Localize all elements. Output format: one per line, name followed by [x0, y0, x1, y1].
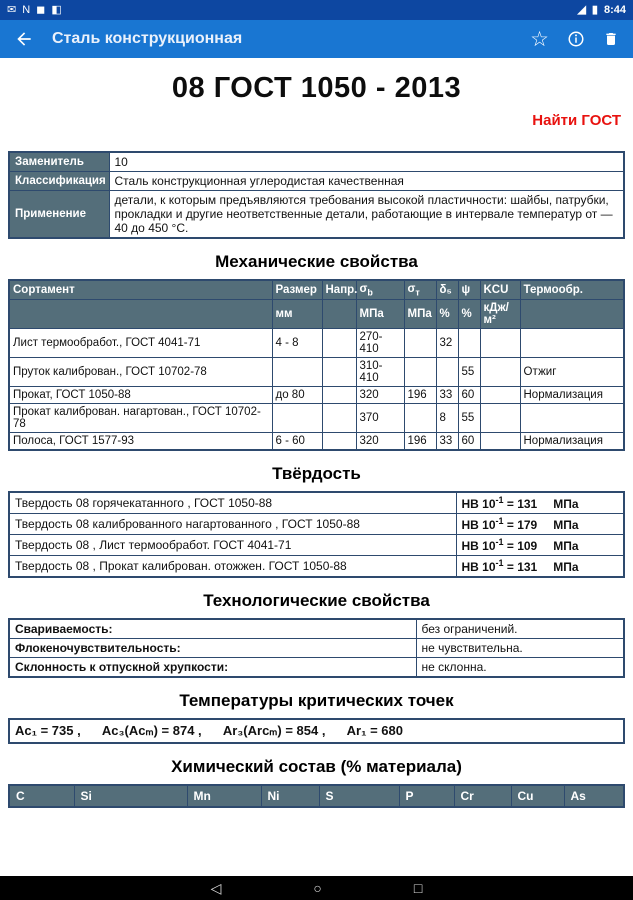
info-button[interactable] [567, 30, 585, 48]
mech-unit [322, 300, 356, 329]
app-title: Сталь конструкционная [52, 30, 243, 47]
mech-cell [322, 404, 356, 433]
mech-cell [436, 358, 458, 387]
sigma-t-sub: т [415, 287, 420, 298]
table-row [9, 619, 624, 639]
mech-cell: Нормализация [520, 387, 624, 404]
mech-header-termoobr: Термообр. [520, 280, 624, 300]
table-row [9, 300, 624, 329]
hb-unit: МПа [553, 560, 579, 575]
hardness-label: Твердость 08 горячекатанного , ГОСТ 1050-88 [9, 492, 456, 514]
status-icons-right [577, 4, 626, 16]
mech-header-delta5: δ₅ [436, 280, 458, 300]
battery-icon: ▮ [591, 3, 598, 16]
mech-cell: 33 [436, 433, 458, 451]
nav-recents-button[interactable] [414, 881, 422, 895]
square-recents-icon: □ [413, 880, 423, 896]
tech-value-temper-brittleness: не склонна. [416, 658, 624, 678]
mech-cell: 310-410 [356, 358, 404, 387]
hardness-value [456, 535, 624, 556]
info-value-klassifikaciya: Сталь конструкционная углеродистая качественная [109, 172, 624, 191]
app-bar [0, 20, 633, 58]
mech-cell [322, 358, 356, 387]
content-area [0, 72, 633, 808]
mech-header-napr: Напр. [322, 280, 356, 300]
mech-cell: 320 [356, 433, 404, 451]
mech-cell [480, 358, 520, 387]
mech-header-kcu: KCU [480, 280, 520, 300]
table-row [9, 658, 624, 678]
chem-header-mn: Mn [187, 785, 261, 807]
hb-result: = 131 [503, 560, 538, 575]
chem-header-as: As [564, 785, 624, 807]
table-row [9, 535, 624, 556]
mech-header-sigma-t [404, 280, 436, 300]
mech-cell [520, 329, 624, 358]
hardness-value [456, 492, 624, 514]
table-row [9, 492, 624, 514]
critical-temps-table [8, 718, 625, 744]
android-nav-bar [0, 876, 633, 900]
table-row [9, 785, 624, 807]
tech-label-weldability: Свариваемость: [9, 619, 416, 639]
mech-cell: 60 [458, 387, 480, 404]
mech-row-label: Прокат калиброван. нагартован., ГОСТ 10702-78 [9, 404, 272, 433]
hardness-table [8, 491, 625, 578]
info-icon [567, 30, 585, 48]
status-time: 8:44 [603, 4, 626, 16]
hb-prefix: HB 10 [461, 497, 496, 512]
info-table [8, 151, 625, 239]
trash-icon [603, 30, 619, 48]
mech-cell [404, 404, 436, 433]
chem-header-si: Si [74, 785, 187, 807]
hb-unit: МПа [553, 518, 579, 533]
mech-unit-kdj: кДж/м² [480, 300, 520, 329]
mech-cell: 60 [458, 433, 480, 451]
mechanical-table [8, 279, 625, 451]
hb-unit: МПа [553, 539, 579, 554]
chem-header-s: S [319, 785, 399, 807]
tech-table [8, 618, 625, 678]
mech-header-size: Размер [272, 280, 322, 300]
section-title-chemical: Химический состав (% материала) [171, 757, 462, 777]
section-title-hardness: Твёрдость [272, 464, 361, 484]
table-row [9, 404, 624, 433]
delete-button[interactable] [603, 30, 619, 48]
tech-label-temper-brittleness: Склонность к отпускной хрупкости: [9, 658, 416, 678]
hb-prefix: HB 10 [461, 539, 496, 554]
chem-header-cu: Cu [511, 785, 564, 807]
mech-cell: 55 [458, 404, 480, 433]
table-row [9, 172, 624, 191]
hb-result: = 131 [503, 497, 538, 512]
nfc-icon: N [22, 3, 31, 16]
mech-cell [272, 404, 322, 433]
page-title: 08 ГОСТ 1050 - 2013 [171, 72, 462, 104]
section-title-mechanical: Механические свойства [215, 252, 418, 271]
table-row [9, 514, 624, 535]
mech-unit [520, 300, 624, 329]
mech-header-sortament: Сортамент [9, 280, 272, 300]
nav-home-button[interactable] [313, 881, 321, 895]
tech-value-flake: не чувствительна. [416, 639, 624, 658]
hardness-label: Твердость 08 , Прокат калиброван. отожжен. ГОСТ 1050-88 [9, 556, 456, 578]
arrow-back-icon [14, 29, 34, 49]
mech-cell: 6 - 60 [272, 433, 322, 451]
star-icon: ☆ [530, 27, 549, 51]
hb-exponent: -1 [495, 558, 504, 569]
storage-icon: ◼ [36, 3, 46, 16]
table-row [9, 556, 624, 578]
mech-cell [322, 433, 356, 451]
table-row [9, 358, 624, 387]
table-row [9, 280, 624, 300]
mech-cell: 8 [436, 404, 458, 433]
mech-cell [480, 404, 520, 433]
mech-unit-mpa: МПа [404, 300, 436, 329]
mech-cell [520, 404, 624, 433]
tech-value-weldability: без ограничений. [416, 619, 624, 639]
mech-unit-mm: мм [272, 300, 322, 329]
sigma-t-base: σ [407, 283, 416, 295]
hardness-value [456, 514, 624, 535]
info-label-klassifikaciya: Классификация [9, 172, 109, 191]
section-title-tech: Технологические свойства [203, 591, 430, 611]
info-value-primenenie: детали, к которым предъявляются требования высокой пластичности: шайбы, патрубки, прокладки и другие неответственные детали, работающие в интервале температур от —40 до 450 °C. [109, 191, 624, 239]
chemical-table [8, 784, 625, 808]
table-row [9, 433, 624, 451]
mech-cell: 370 [356, 404, 404, 433]
mech-row-label: Пруток калиброван., ГОСТ 10702-78 [9, 358, 272, 387]
mech-cell [480, 433, 520, 451]
table-row [9, 191, 624, 239]
status-bar [0, 0, 633, 20]
favorite-button[interactable] [530, 29, 549, 50]
hb-result: = 109 [503, 539, 538, 554]
mech-cell [404, 358, 436, 387]
chem-header-p: P [399, 785, 454, 807]
mech-header-sigma-b [356, 280, 404, 300]
hardness-label: Твердость 08 , Лист термообработ. ГОСТ 4041-71 [9, 535, 456, 556]
chem-header-ni: Ni [261, 785, 319, 807]
mech-unit-mpa: МПа [356, 300, 404, 329]
mech-cell [404, 329, 436, 358]
table-row [9, 387, 624, 404]
mech-cell: Отжиг [520, 358, 624, 387]
mech-cell: 55 [458, 358, 480, 387]
circle-home-icon: ○ [313, 880, 322, 896]
hardness-value [456, 556, 624, 578]
mech-unit [9, 300, 272, 329]
section-title-critical: Температуры критических точек [179, 691, 454, 711]
mech-unit-percent: % [458, 300, 480, 329]
chem-header-cr: Cr [454, 785, 511, 807]
hb-unit: МПа [553, 497, 579, 512]
find-gost-link[interactable]: Найти ГОСТ [532, 112, 621, 129]
info-label-primenenie: Применение [9, 191, 109, 239]
tech-label-flake: Флокеночувствительность: [9, 639, 416, 658]
sigma-b-sub: b [367, 287, 373, 298]
display-icon: ◧ [51, 3, 62, 16]
hb-exponent: -1 [495, 537, 504, 548]
mech-cell: Нормализация [520, 433, 624, 451]
sigma-b-base: σ [359, 283, 368, 295]
table-row [9, 719, 624, 743]
triangle-back-icon: ◁ [210, 880, 222, 896]
mech-cell [322, 387, 356, 404]
mech-cell: 320 [356, 387, 404, 404]
mech-row-label: Полоса, ГОСТ 1577-93 [9, 433, 272, 451]
status-icons-left [7, 5, 62, 16]
mech-cell: до 80 [272, 387, 322, 404]
info-value-zamenitel: 10 [109, 152, 624, 172]
hb-prefix: HB 10 [461, 518, 496, 533]
mech-cell: 270-410 [356, 329, 404, 358]
mech-cell [480, 329, 520, 358]
mech-cell: 196 [404, 433, 436, 451]
info-label-zamenitel: Заменитель [9, 152, 109, 172]
nav-back-button[interactable] [211, 881, 222, 895]
critical-temps-line: Ac₁ = 735 , Ac₃(Acₘ) = 874 , Ar₃(Arcₘ) = 854 , Ar₁ = 680 [9, 719, 624, 743]
hb-exponent: -1 [495, 495, 504, 506]
table-row [9, 639, 624, 658]
mech-cell: 32 [436, 329, 458, 358]
hb-prefix: HB 10 [461, 560, 496, 575]
hardness-label: Твердость 08 калиброванного нагартованного , ГОСТ 1050-88 [9, 514, 456, 535]
mech-row-label: Лист термообработ., ГОСТ 4041-71 [9, 329, 272, 358]
table-row [9, 152, 624, 172]
mail-icon: ✉ [7, 3, 17, 16]
mech-cell [458, 329, 480, 358]
mech-cell [272, 358, 322, 387]
mech-cell: 196 [404, 387, 436, 404]
mech-unit-percent: % [436, 300, 458, 329]
signal-icon: ◢ [577, 3, 586, 16]
hb-exponent: -1 [495, 516, 504, 527]
chem-header-c: C [9, 785, 74, 807]
mech-header-psi: ψ [458, 280, 480, 300]
table-row [9, 329, 624, 358]
mech-cell: 33 [436, 387, 458, 404]
mech-row-label: Прокат, ГОСТ 1050-88 [9, 387, 272, 404]
back-button[interactable] [14, 29, 34, 49]
mech-cell: 4 - 8 [272, 329, 322, 358]
mech-cell [322, 329, 356, 358]
mech-cell [480, 387, 520, 404]
hb-result: = 179 [503, 518, 538, 533]
